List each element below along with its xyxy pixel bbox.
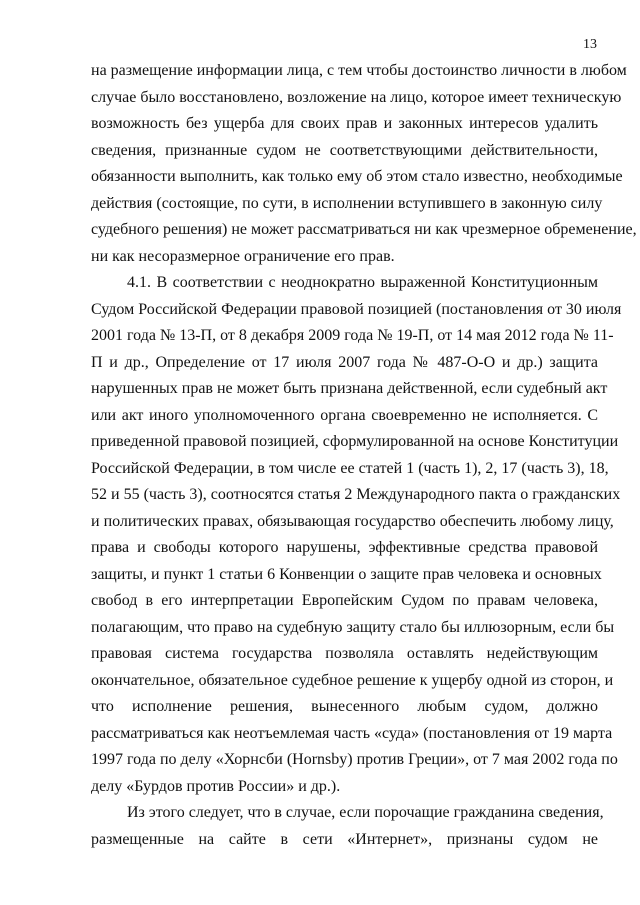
- page-number: 13: [583, 37, 597, 52]
- document-body: [91, 58, 637, 853]
- text-line: 52 и 55 (часть 3), соотносятся статья 2 Международного пакта о гражданских: [91, 486, 621, 503]
- text-line: нарушенных прав не может быть признана действенной, если судебный акт: [91, 380, 608, 397]
- text-line: действия (состоящие, по сути, в исполнении вступившего в законную силу: [91, 194, 603, 212]
- text-line: ни как несоразмерное ограничение его прав.: [91, 247, 395, 265]
- text-line: что исполнение решения, вынесенного любым судом, должно: [91, 698, 598, 715]
- text-line: или акт иного уполномоченного органа своевременно не исполняется. С: [91, 406, 598, 424]
- paragraph: [91, 800, 604, 853]
- text-line: П и др., Определение от 17 июля 2007 года № 487-О-О и др.) защита: [91, 353, 598, 371]
- text-line: Судом Российской Федерации правовой позицией (постановления от 30 июля: [91, 300, 622, 318]
- text-line: и политических правах, обязывающая государство обеспечить любому лицу,: [91, 512, 614, 530]
- text-line: полагающим, что право на судебную защиту стало бы иллюзорным, если бы: [91, 618, 615, 636]
- text-line: Российской Федерации, в том числе ее статей 1 (часть 1), 2, 17 (часть 3), 18,: [91, 459, 609, 477]
- text-line: приведенной правовой позицией, сформулированной на основе Конституции: [91, 433, 619, 450]
- text-line: защиты, и пункт 1 статьи 6 Конвенции о защите прав человека и основных: [91, 565, 602, 583]
- text-line: правовая система государства позволяла оставлять недействующим: [91, 645, 598, 662]
- text-line: делу «Бурдов против России» и др.).: [91, 777, 341, 795]
- text-line: судебного решения) не может рассматриваться ни как чрезмерное обременение,: [91, 221, 637, 238]
- text-line: свобод в его интерпретации Европейским Судом по правам человека,: [91, 592, 598, 609]
- text-line: размещенные на сайте в сети «Интернет», признаны судом не: [91, 830, 598, 848]
- text-line: случае было восстановлено, возложение на лицо, которое имеет техническую: [91, 88, 622, 106]
- text-line: сведения, признанные судом не соответствующими действительности,: [91, 141, 598, 159]
- text-line: 2001 года № 13-П, от 8 декабря 2009 года № 19-П, от 14 мая 2012 года № 11-: [91, 327, 614, 344]
- text-line: 4.1. В соответствии с неоднократно выраженной Конституционным: [127, 274, 598, 291]
- text-line: на размещение информации лица, с тем чтобы достоинство личности в любом: [91, 62, 627, 79]
- text-line: Из этого следует, что в случае, если порочащие гражданина сведения,: [127, 804, 604, 821]
- text-line: права и свободы которого нарушены, эффективные средства правовой: [91, 539, 598, 556]
- text-line: обязанности выполнить, как только ему об этом стало известно, необходимые: [91, 168, 623, 185]
- text-line: возможность без ущерба для своих прав и законных интересов удалить: [91, 115, 598, 132]
- paragraph: [91, 58, 637, 270]
- text-line: рассматриваться как неотъемлемая часть «суда» (постановления от 19 марта: [91, 724, 613, 742]
- text-line: 1997 года по делу «Хорнсби (Hornsby) против Греции», от 7 мая 2002 года по: [91, 751, 618, 768]
- text-line: окончательное, обязательное судебное решение к ущербу одной из сторон, и: [91, 671, 614, 689]
- paragraph: [91, 270, 622, 800]
